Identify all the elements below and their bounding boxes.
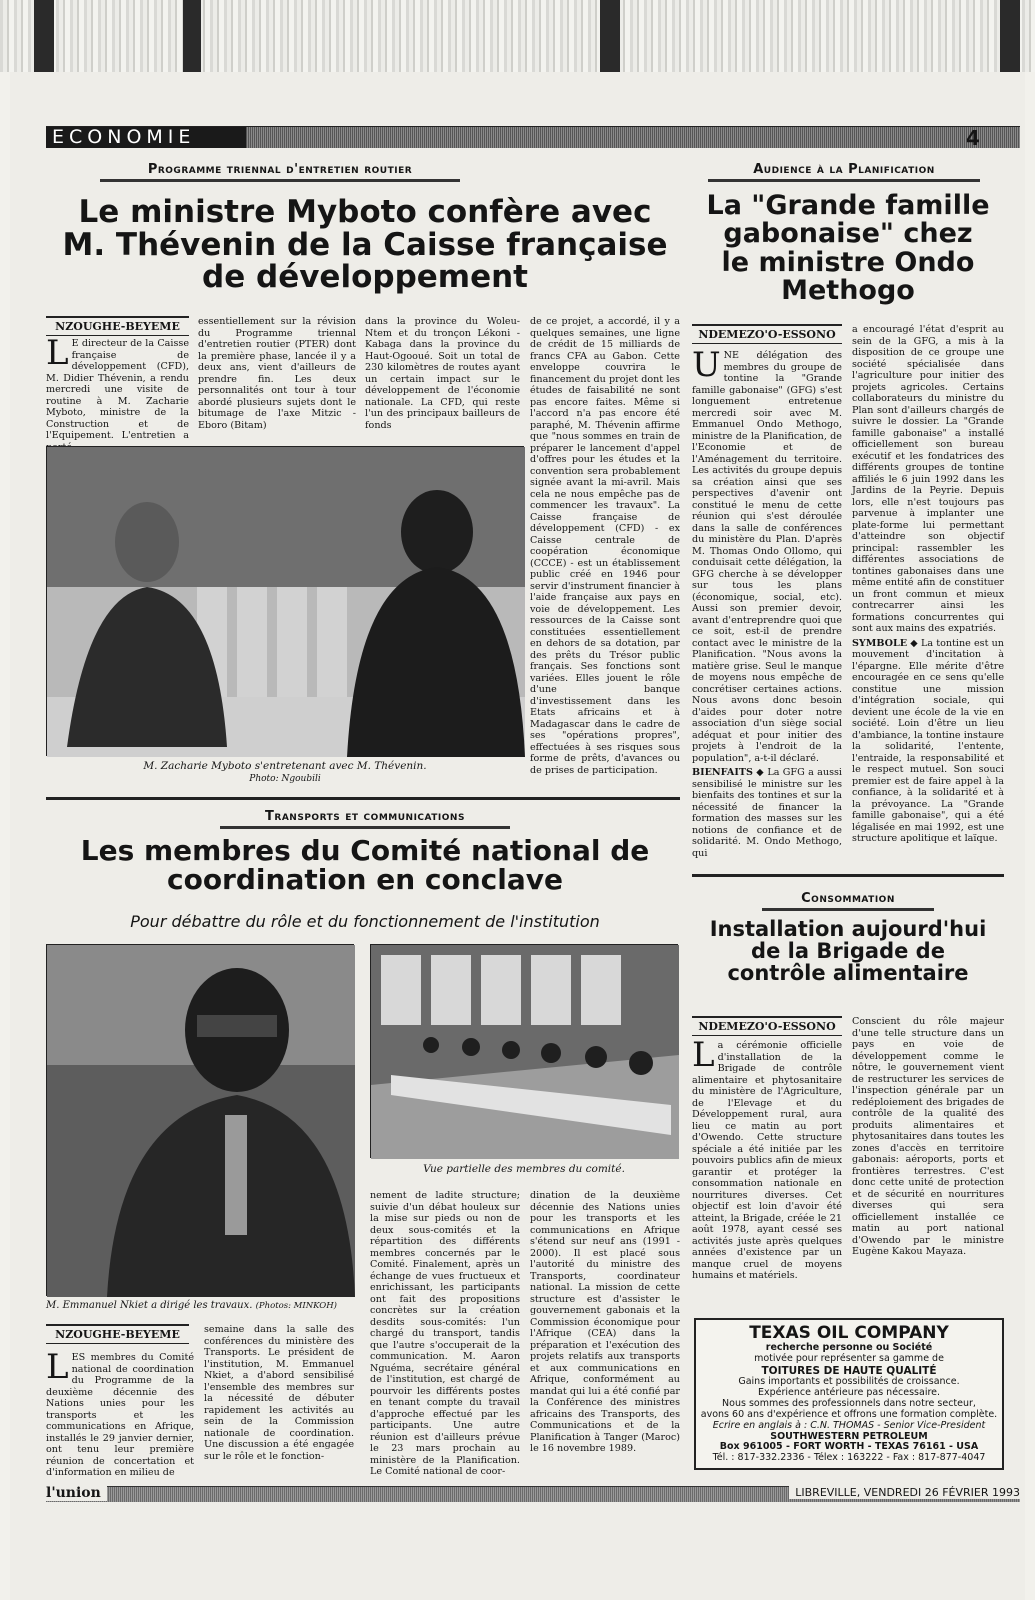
article2-kicker: Audience à la Planification [753,162,935,177]
article3-column-3: nement de ladite structure; suivie d'un débat houleux sur la mise sur pieds ou non de deux sous-comités et la répartition des différents membres concernés par le Comité. Finalement, après un échange de vues fructueux et enrichissant, les participants ont fait des propositions concrètes sur la création desdits sous-comités: l'un chargé du transport, tandis que l'autre s'occuperait de la communication. M. Aaron Nguéma, secrétaire général de l'institution, est chargé de pourvoir les différents postes en tenant compte du travail d'approche effectué par les participants. Une autre réunion est d'ailleurs prévue le 23 mars prochain au ministère de la Planification. Le Comité national de coor- [370,1190,520,1477]
subhead-label: BIENFAITS [692,767,753,778]
section-title: ECONOMIE [46,127,246,148]
photo-caption: Vue partielle des membres du comité. [423,1163,625,1175]
article3-column-2: semaine dans la salle des conférences du ministère des Transports. Le président de l'institution, M. Emmanuel Nkiet, a d'abord sensibilisé l'ensemble des membres sur la nécessité de débuter rapidement les activités au sein de la Commission nationale de coordination. Une discussion a été engagée sur le rôle et le fonction- [204,1324,354,1462]
dropcap: L [46,1347,69,1387]
article2-column-1: UNE délégation des membres du groupe de tontine la "Grande famille gabonaise" (GFG) s'est longuement entretenue mercredi soir avec M. Emmanuel Ondo Methogo, ministre de la Planification, de l'Economie et de l'Aménagement du territoire. Les activités du groupe depuis sa création ainsi que ses perspectives d'avenir ont constitué le menu de cette réunion qui s'est déroulée dans la salle de conférences du ministère du Plan. D'après M. Thomas Ondo Ollomo, qui conduisait cette délégation, la GFG cherche à se développer sur tous les plans (économique, social, etc). Aussi son premier devoir, avant d'entreprendre quoi que ce soit, est-il de prendre contact avec le ministre de la Planification. "Nous avons la matière grise. Seul le manque de moyens nous empêche de concrétiser certaines actions. Nous avons donc besoin d'aides pour doter notre association d'un siège social adéquat et pour initier des projets à l'endroit de la population", a-t-il déclaré. BIENFAITS ◆ La GFG a aussi sensibilisé le ministre sur les bienfaits des tontines et sur la nécessité de financer la formation des masses sur les notions de confiance et de solidarité. M. Ondo Methogo, qui [692,345,842,859]
article2-column-2: a encouragé l'état d'esprit au sein de la GFG, a mis à la disposition de ce groupe une société spécialisée dans l'agriculture pour initier des projets agricoles. Certains collaborateurs du ministre du Plan sont d'ailleurs chargés de suivre le dossier. La "Grande famille gabonaise" a installé officiellement son bureau exécutif et les fondatrices des différents groupes de tontine affiliés le 6 juin 1992 dans les Jardins de la Peyrie. Depuis lors, elle n'est toujours pas parvenue à implanter une plate-forme lui permettant d'atteindre son objectif principal: rassembler les différentes associations de tontines gabonaises dans une même entité afin de constituer un front commun et mieux contrecarrer ainsi les formations concurrentes qui sont aux mains des expatriés. SYMBOLE ◆ La tontine est un mouvement d'incitation à l'épargne. Elle mérite d'être encouragée en ce sens qu'elle constitue une mission d'intégration sociale, qui devient une école de la vie en société. Loin d'être un lieu d'ambiance, la tontine instaure la solidarité, l'entente, l'entraide, la responsabilité et le respect mutuel. Son souci premier est de faire appel à la confiance, à la solidarité et à la prévoyance. La "Grande famille gabonaise", qui a été légalisée en mai 1992, est une structure apolitique et laïque. [852,324,1004,844]
scan-mark [34,0,54,72]
photo-committee [370,944,678,1158]
scan-mark [1000,0,1020,72]
article4-column-2: Conscient du rôle majeur d'une telle structure dans un pays en voie de développement comme le nôtre, le gouvernement vient de restructurer les services de l'inspection générale par un redéploiement des brigades de contrôle de la qualité des produits alimentaires et phytosanitaires dans toutes les zones d'accès en territoire gabonais: aéroports, ports et frontières terrestres. C'est donc cette unité de protection et de sécurité en nourritures diverses qui sera officiellement installée ce matin au port national d'Owendo par le ministre Eugène Kakou Mayaza. [852,1016,1004,1257]
section-banner [46,126,1020,148]
section-rule [692,874,1004,877]
kicker-rule [708,179,980,182]
photo-credit: Photo: Ngoubili [249,774,321,784]
article4-kicker: Consommation [801,891,895,906]
article2-headline: La "Grande famille gabonaise" chez le ministre Ondo Methogo [706,190,990,307]
photo-caption: M. Zacharie Myboto s'entretenant avec M. Thévenin. [143,760,427,772]
article1-headline: Le ministre Myboto confère avec M. Thévenin de la Caisse française de développement [62,194,668,296]
article4-byline: NDEMEZO'O-ESSONO [692,1016,842,1036]
article1-column-1: L E directeur de la Caisse française de développement (CFD), M. Didier Thévenin, a rendu mercredi une visite de routine à M. Zacharie Myboto, ministre de la Construction et de l'Equipement. L'entretien a [46,333,189,441]
page-footer [46,1486,1020,1502]
article1-column-3: dans la province du Woleu-Ntem et du tronçon Lékoni - Kabaga dans la province du Haut-Ogooué. Soit un total de 230 kilomètres de routes ayant un certain impact sur le développement de l'économie nationale. La CFD, qui reste l'un des principaux bailleurs de fonds [365,316,520,431]
article4-column-1: La cérémonie officielle d'installation de la Brigade de contrôle alimentaire et phytosanitaire du ministère de l'Agriculture, de l'Elevage et du Développement rural, aura lieu ce matin au port d'Owendo. Cette structure spéciale a été initiée par les pouvoirs publics afin de mieux garantir et protéger la consommation nationale en nourritures diverses. Cet objectif est loin d'avoir été atteint, la Brigade, créée le 21 août 1978, ayant cessé ses activités juste après quelques années d'existence par un manque cruel de moyens humains et matériels. [692,1035,842,1281]
article1-column-2: essentiellement sur la révision du Programme triennal d'entretien routier (PTER) dont la première phase, lancée il y a deux ans, vient d'ailleurs de prendre fin. Les deux personnalités ont tour à tour abordé plusieurs sujets dont le bitumage de l'axe Mitzic - Eboro (Bitam) [198,316,356,431]
article4-headline: Installation aujourd'hui de la Brigade de contrôle alimentaire [709,917,987,986]
dropcap: L [692,1035,715,1075]
photo-caption: M. Emmanuel Nkiet a dirigé les travaux. (Photos: MINKOH) [46,1300,337,1311]
article3-kicker: Transports et communications [265,809,465,824]
ad-company: TEXAS OIL COMPANY [749,1323,949,1343]
scan-border [0,0,1035,72]
article3-column-1: LES membres du Comité national de coordination du Programme de la deuxième décennie des Nations unies pour les transports et les communications en Afrique, installés le 29 janvier dernier, ont tenu leur première réunion de concertation et d'information en milieu de [46,1347,194,1478]
section-rule [46,797,680,800]
page-number: 4 [966,126,980,150]
dropcap: L [46,333,69,373]
kicker-rule [762,908,934,911]
scan-mark [600,0,620,72]
article3-subhead: Pour débattre du rôle et du fonctionnement de l'institution [130,912,600,931]
dropcap: U [692,345,721,385]
article2-byline: NDEMEZO'O-ESSONO [692,324,842,344]
kicker-rule [220,826,510,829]
advertisement: TEXAS OIL COMPANY recherche personne ou Société motivée pour représenter sa gamme de TOITURES DE HAUTE QUALITÉ Gains importants et possibilités de croissance. Expérience antérieure pas nécessaire. Nous sommes des professionnels dans notre secteur, avons 60 ans d'expérience et offrons une formation complète. Ecrire en anglais à : C.N. THOMAS - Senior Vice-President SOUTHWESTERN PETROLEUM Box 961005 - FORT WORTH - TEXAS 76161 - USA Tél. : 817-332.2336 - Télex : 163222 - Fax : 817-877-4047 [694,1318,1004,1470]
article1-column-4: de ce projet, a accordé, il y a quelques semaines, une ligne de crédit de 15 milliards de francs CFA au Gabon. Cette enveloppe couvrira le financement du projet dont les études de faisabilité ne sont pas encore faites. Même si l'accord n'a pas encore été paraphé, M. Thévenin affirme que "nous sommes en train de préparer le lancement d'appel d'offres pour les études et la convention sera probablement signée avant la mi-avril. Mais cela ne nous empêche pas de commencer les travaux". La Caisse française de développement (CFD) - ex Caisse centrale de coopération économique (CCCE) - est un établissement public créé en 1946 pour servir d'instrument financier à l'aide française aux pays en voie de développement. Les ressources de la Caisse sont constituées essentiellement en dehors de sa dotation, par des prêts du Trésor public français. Ses fonctions sont variées. Elles jouent le rôle d'une banque d'investissement dans les Etats africains et à Madagascar dans le cadre de ses "opérations propres", effectuées à ses risques sous forme de prêts, d'avances ou de prises de participation. [530,316,680,776]
photo-image [371,945,679,1159]
subhead-label: SYMBOLE [852,637,908,649]
article1-kicker: Programme triennal d'entretien routier [147,162,413,177]
article3-column-4: dination de la deuxième décennie des Nations unies pour les transports et les communications en Afrique s'étend sur neuf ans (1991 - 2000). Il est placé sous l'autorité du ministre des Transports, coordinateur national. La mission de cette structure est d'assister le gouvernement gabonais et la Commission économique pour l'Afrique (CEA) dans la préparation et l'exécution des projets relatifs aux transports et aux communications en Afrique, conformément au mandat qui lui a été confié par la Conférence des ministres africains des Transports, des Communications et de la Planification à Tanger (Maroc) le 16 novembre 1989. [530,1190,680,1454]
article3-headline: Les membres du Comité national de coordination en conclave [80,834,650,897]
photo-myboto-thevenin [46,446,524,756]
photo-image [47,945,355,1297]
photo-nkiet [46,944,354,1296]
article1-byline: NZOUGHE-BEYEME [46,316,189,336]
article3-byline: NZOUGHE-BEYEME [46,1324,189,1344]
kicker-rule [100,179,460,182]
newspaper-name: l'union [46,1485,107,1501]
photo-image [47,447,525,757]
publication-date: LIBREVILLE, VENDREDI 26 FÉVRIER 1993 [789,1486,1020,1499]
scan-mark [183,0,201,72]
